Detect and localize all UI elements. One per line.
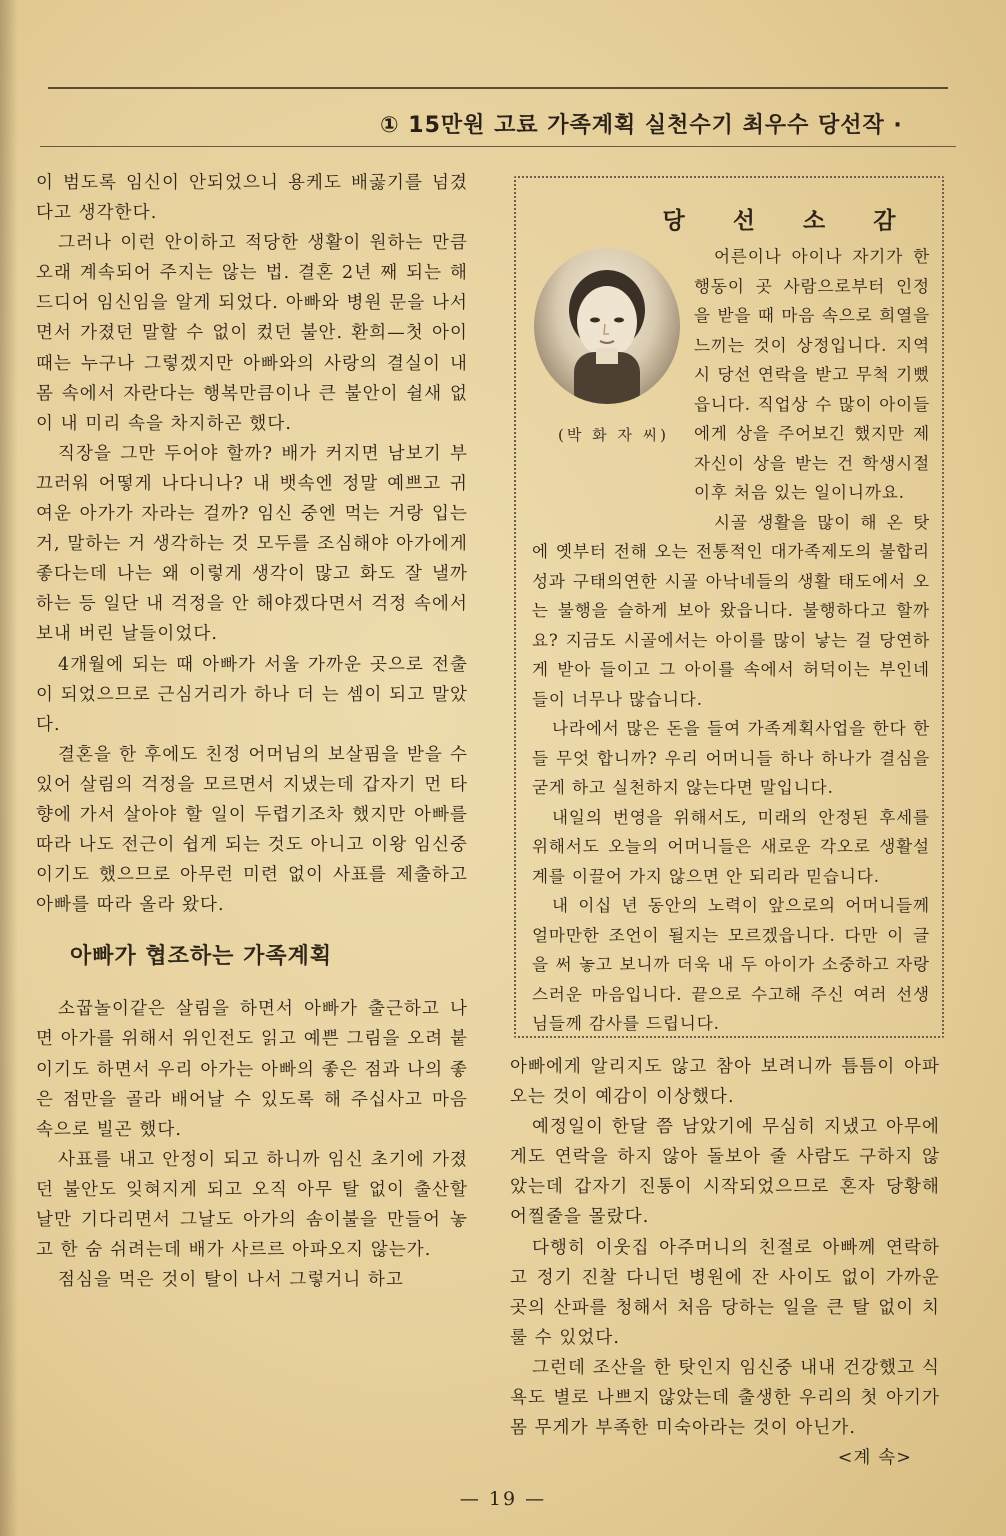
right-column [510,1052,940,1473]
box-paragraph-2: 시골 생활을 많이 해 온 탓에 옛부터 전해 오는 전통적인 대가족제도의 불합리성과 구태의연한 시골 아낙네들의 생활 태도에서 오는 불행을 슬하게 보아 왔읍니다. 불행하다고 할까요? 지금도 시골에서는 아이를 많이 낳는 걸 당연하게 받아 들이고 그 아이를 속에서 허덕이는 부인네들이 너무나 많습니다. [532,512,930,709]
box-paragraph-4: 내일의 번영을 위해서도, 미래의 안정된 후세를 위해서도 오늘의 어머니들은 새로운 각오로 생활설계를 이끌어 가지 않으면 안 되리라 믿습니다. [532,807,930,886]
page-number: — 19 — [459,1488,547,1510]
left-paragraph-8: 점심을 먹은 것이 탈이 나서 그렇거니 하고 [58,1270,405,1291]
right-paragraph-1: 아빠에게 알리지도 않고 참아 보려니까 틈틈이 아파오는 것이 예감이 이상했다. [510,1057,940,1108]
left-paragraph-2: 그러나 이런 안이하고 적당한 생활이 원하는 만큼 오래 계속되어 주지는 않는 법. 결혼 2년 째 되는 해 드디어 임신임을 알게 되었다. 아빠와 병원 문을 나서면서 가졌던 말할 수 없이 컸던 불안. 환희—첫 아이 때는 누구나 그렇겠지만 아빠와의 사랑의 결실이 내 몸 속에서 자란다는 행복만큼이나 큰 불안이 쉴새 없이 내 미리 속을 차지하곤 했다. [36,233,468,434]
right-paragraph-2: 예정일이 한달 쯤 남았기에 무심히 지냈고 아무에게도 연락을 하지 않아 돌보아 줄 사람도 구하지 않았는데 갑자기 진통이 시작되었으므로 혼자 당황해 어찔줄을 몰랐다. [510,1117,940,1228]
box-paragraph-1: 어른이나 아이나 자기가 한 행동이 곳 사람으로부터 인정을 받을 때 마음 속으로 희열을 느끼는 것이 상정입니다. 지역시 당선 연락을 받고 무척 기뻤읍니다. 직업상 수 많이 아이들에게 상을 주어보긴 했지만 제 자신이 상을 받는 건 학생시절 이후 처음 있는 일이니까요. [694,247,930,502]
to-be-continued: <계 속> [837,1448,912,1469]
box-paragraph-3: 나라에서 많은 돈을 들여 가족계획사업을 한다 한들 무엇 합니까? 우리 어머니들 하나 하나가 결심을 굳게 하고 실천하지 않는다면 말입니다. [532,719,930,797]
photo-float-spacer [532,242,694,510]
winner-remarks-box [514,176,944,1038]
header-rule [40,146,956,147]
right-paragraph-4: 그런데 조산을 한 탓인지 임신중 내내 건강했고 식욕도 별로 나쁘지 않았는데 출생한 우리의 첫 아기가 몸 무게가 부족한 미숙아라는 것이 아닌가. [510,1357,940,1439]
portrait-caption: (박 화 자 씨) [558,426,669,444]
left-paragraph-7: 사표를 내고 안정이 되고 하니까 임신 초기에 가졌던 불안도 잊혀지게 되고 오직 아무 탈 없이 출산할 날만 기다리면서 그날도 아가의 솜이불을 만들어 놓고 한 숨 쉬려는데 배가 사르르 아파오지 않는가. [36,1149,468,1261]
left-column [36,168,468,1295]
left-paragraph-6: 소꿉놀이같은 살림을 하면서 아빠가 출근하고 나면 아가를 위해서 위인전도 읽고 예쁜 그림을 오려 붙이기도 하면서 우리 아가는 아빠의 좋은 점과 나의 좋은 점만을 골라 배어날 수 있도록 해 주십사고 마음 속으로 빌곤 했다. [36,999,468,1140]
box-title: 당 선 소 감 [662,208,916,234]
section-subheading: 아빠가 협조하는 가족계획 [70,944,333,970]
left-paragraph-3: 직장을 그만 두어야 할까? 배가 커지면 남보기 부끄러워 어떻게 나다니나? 내 뱃속엔 정말 예쁘고 귀여운 아가가 자라는 걸까? 임신 중엔 먹는 거랑 입는 거, 말하는 거 생각하는 것 모두를 조심해야 아가에게 좋다는데 나는 왜 이렇게 생각이 많고 화도 잘 낼까 하는 등 일단 내 걱정을 안 해야겠다면서 걱정 속에서 보내 버린 날들이었다. [36,443,468,645]
left-paragraph-4: 4개월에 되는 때 아빠가 서울 가까운 곳으로 전출이 되었으므로 근심거리가 하나 더 는 셈이 되고 말았다. [36,654,468,735]
page-edge-shadow [0,0,18,1536]
box-text [532,242,930,1039]
right-paragraph-3: 다행히 이웃집 아주머니의 친절로 아빠께 연락하고 정기 진찰 다니던 병원에 잔 사이도 없이 가까운 곳의 산파를 청해서 처음 당하는 일을 큰 탈 없이 치룰 수 있었다. [510,1237,940,1348]
box-paragraph-5: 내 이십 년 동안의 노력이 앞으로의 어머니들께 얼마만한 조언이 될지는 모르겠읍니다. 다만 이 글을 써 놓고 보니까 더욱 내 두 아이가 소중하고 자랑스러운 마음입니다. 끝으로 수고해 주신 여러 선생님들께 감사를 드립니다. [532,896,930,1033]
left-paragraph-1: 이 범도록 임신이 안되었으니 용케도 배곯기를 넘겼다고 생각한다. [36,173,468,224]
article-header: ① 15만원 고료 가족계획 실천수기 최우수 당선작 · [380,113,903,138]
top-rule [48,87,948,89]
left-paragraph-5: 결혼을 한 후에도 친정 어머님의 보살핌을 받을 수 있어 살림의 걱정을 모르면서 지냈는데 갑자기 먼 타향에 가서 살아야 할 일이 두렵기조차 했지만 아빠를 따라 나도 전근이 쉽게 되는 것도 아니고 이왕 임신중이기도 했으므로 아무런 미련 없이 사표를 제출하고 아빠를 따라 올라 왔다. [36,744,468,916]
